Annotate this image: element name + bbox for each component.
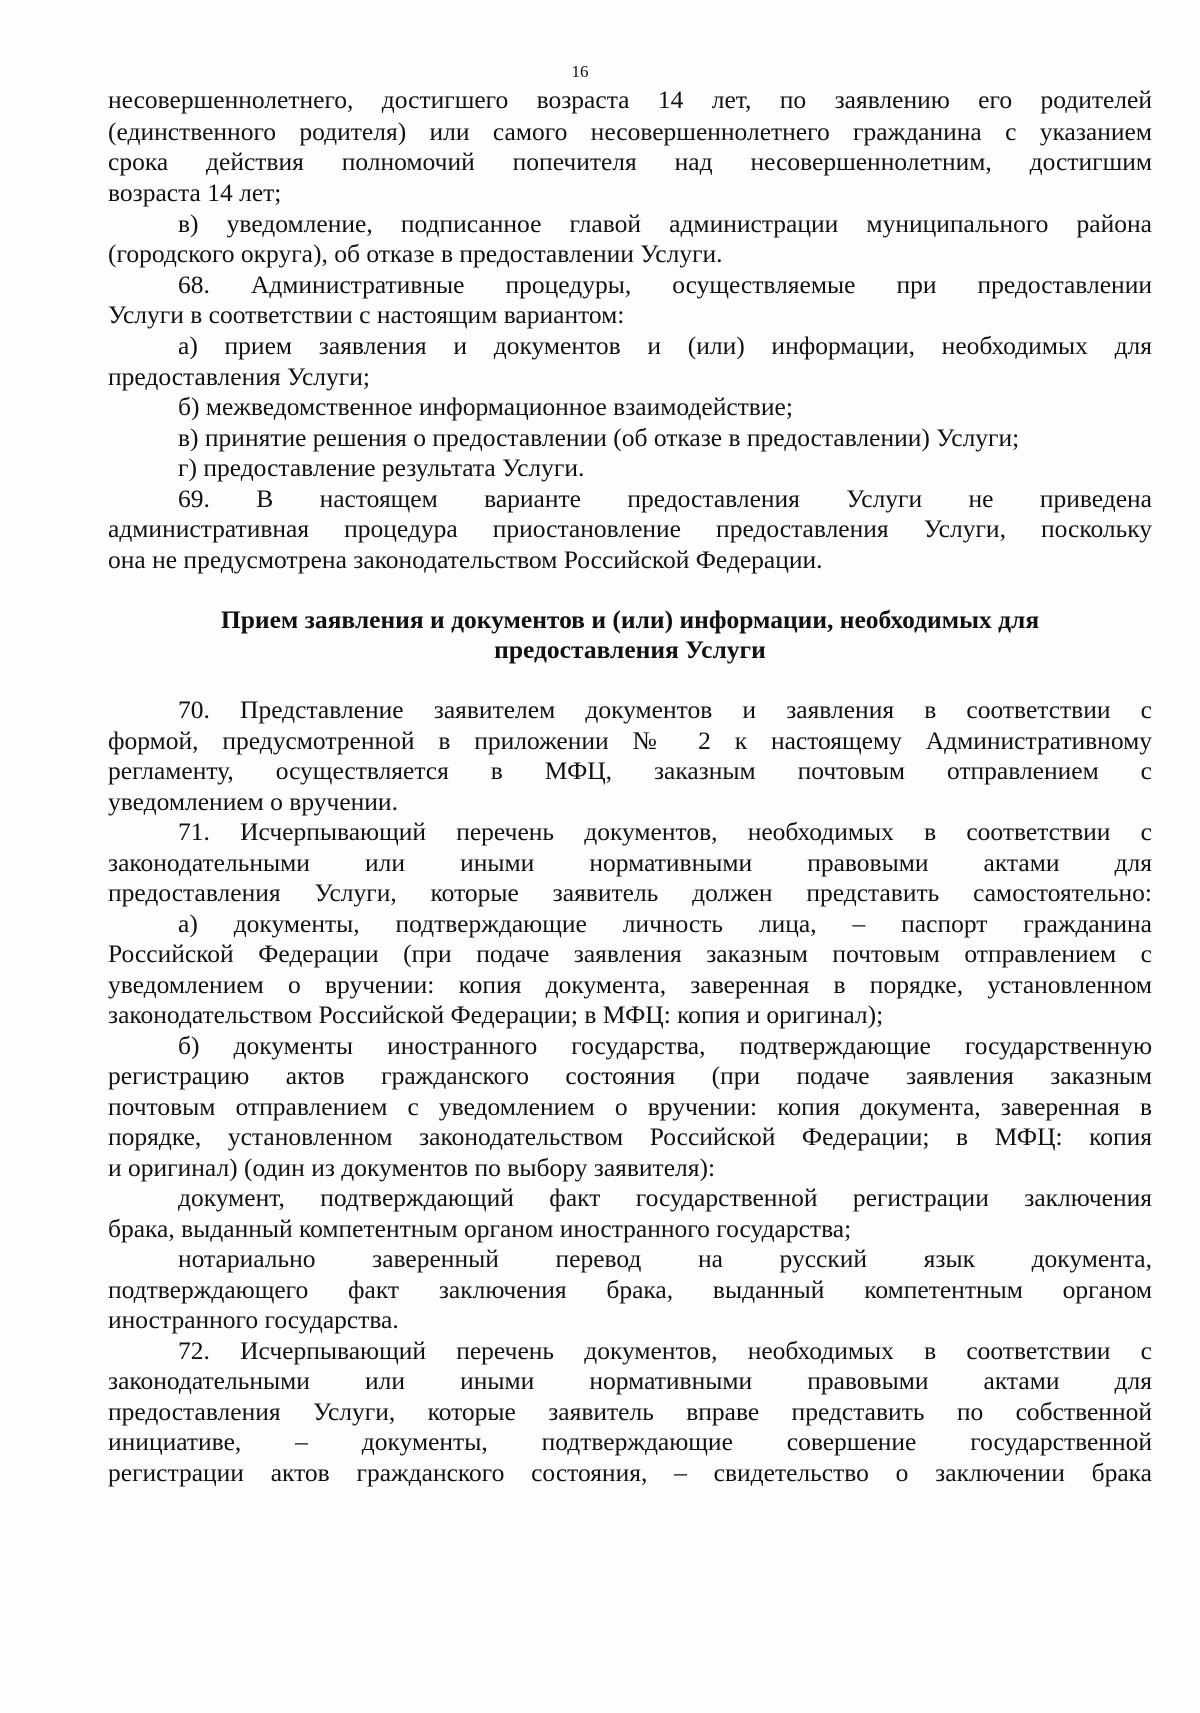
text-line: уведомлением о вручении: копия документа, заверенная в порядке, установленном	[108, 970, 1152, 999]
page-number: 16	[571, 62, 589, 81]
text-line: регистрацию актов гражданского состояния (при подаче заявления заказным	[108, 1061, 1152, 1090]
text-line: 72. Исчерпывающий перечень документов, необходимых в соответствии с	[178, 1336, 1152, 1365]
text-line: б) межведомственное информационное взаимодействие;	[178, 392, 793, 421]
text-line: инициативе, – документы, подтверждающие совершение государственной	[108, 1427, 1152, 1456]
text-line: законодательными или иными нормативными правовыми актами для	[108, 1366, 1152, 1395]
text-line: возраста 14 лет;	[108, 178, 282, 207]
text-line: предоставления Услуги;	[108, 362, 370, 391]
text-line: 69. В настоящем варианте предоставления Услуги не приведена	[178, 484, 1152, 513]
text-line: срока действия полномочий попечителя над несовершеннолетним, достигшим	[108, 147, 1152, 176]
text-line: регламенту, осуществляется в МФЦ, заказным почтовым отправлением с	[108, 756, 1152, 785]
text-line: в) принятие решения о предоставлении (об отказе в предоставлении) Услуги;	[178, 423, 1020, 452]
text-line: несовершеннолетнего, достигшего возраста 14 лет, по заявлению его родителей	[108, 85, 1152, 114]
text-line: 68. Административные процедуры, осуществляемые при предоставлении	[178, 270, 1152, 299]
text-line: регистрации актов гражданского состояния, – свидетельство о заключении брака	[108, 1458, 1152, 1487]
text-line: в) уведомление, подписанное главой администрации муниципального района	[178, 209, 1152, 238]
text-line: предоставления Услуги, которые заявитель вправе представить по собственной	[108, 1397, 1152, 1426]
text-line: документ, подтверждающий факт государственной регистрации заключения	[178, 1183, 1152, 1212]
text-line: брака, выданный компетентным органом иностранного государства;	[108, 1214, 852, 1243]
section-heading: Прием заявления и документов и (или) информации, необходимых для	[220, 605, 1040, 634]
text-line: административная процедура приостановление предоставления Услуги, поскольку	[108, 514, 1152, 543]
text-line: она не предусмотрена законодательством Российской Федерации.	[108, 545, 823, 574]
text-line: и оригинал) (один из документов по выбору заявителя):	[108, 1153, 716, 1182]
text-line: г) предоставление результата Услуги.	[178, 453, 585, 482]
text-line: предоставления Услуги, которые заявитель должен представить самостоятельно:	[108, 878, 1152, 907]
text-line: законодательством Российской Федерации; в МФЦ: копия и оригинал);	[108, 1000, 884, 1029]
text-line: (единственного родителя) или самого несовершеннолетнего гражданина с указанием	[108, 117, 1152, 146]
text-line: формой, предусмотренной в приложении № 2 к настоящему Административному	[108, 726, 1152, 755]
text-line: 70. Представление заявителем документов и заявления в соответствии с	[178, 695, 1152, 724]
text-line: (городского округа), об отказе в предоставлении Услуги.	[108, 239, 723, 268]
section-heading: предоставления Услуги	[494, 635, 766, 664]
text-line: а) документы, подтверждающие личность лица, – паспорт гражданина	[178, 909, 1152, 938]
text-line: порядке, установленном законодательством Российской Федерации; в МФЦ: копия	[108, 1122, 1152, 1151]
text-line: б) документы иностранного государства, подтверждающие государственную	[178, 1031, 1152, 1060]
text-line: уведомлением о вручении.	[108, 787, 398, 816]
text-line: иностранного государства.	[108, 1305, 399, 1334]
text-line: Российской Федерации (при подаче заявления заказным почтовым отправлением с	[108, 939, 1152, 968]
text-line: а) прием заявления и документов и (или) информации, необходимых для	[178, 331, 1152, 360]
text-line: 71. Исчерпывающий перечень документов, необходимых в соответствии с	[178, 817, 1152, 846]
text-line: Услуги в соответствии с настоящим вариантом:	[108, 300, 625, 329]
text-line: почтовым отправлением с уведомлением о вручении: копия документа, заверенная в	[108, 1092, 1152, 1121]
text-line: законодательными или иными нормативными правовыми актами для	[108, 848, 1152, 877]
text-line: нотариально заверенный перевод на русский язык документа,	[178, 1244, 1152, 1273]
text-line: подтверждающего факт заключения брака, выданный компетентным органом	[108, 1275, 1152, 1304]
